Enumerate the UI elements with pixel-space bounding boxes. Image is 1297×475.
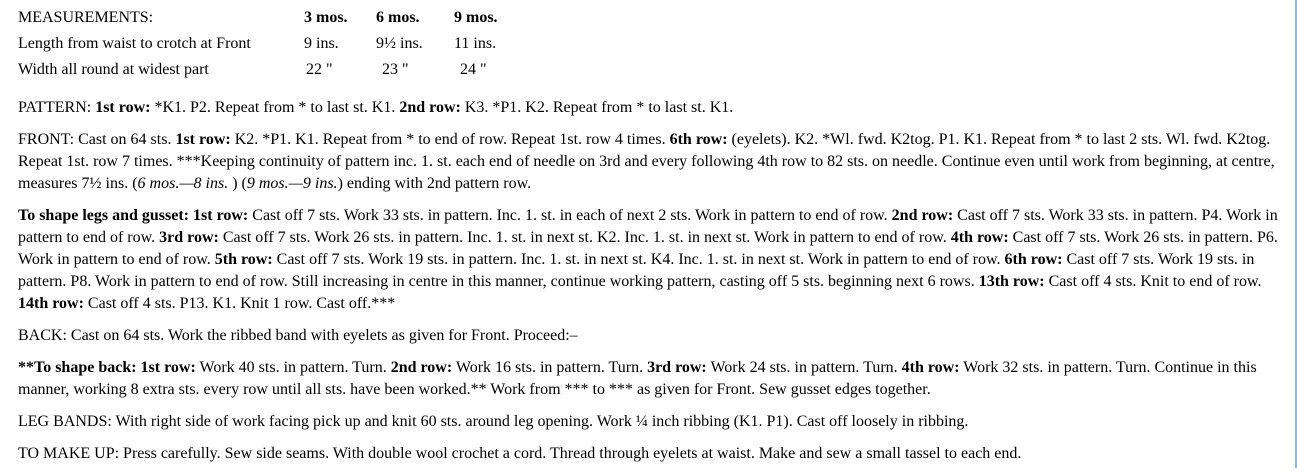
row-label: 13th row:: [978, 273, 1045, 290]
measurements-title: MEASUREMENTS:: [18, 9, 154, 26]
row-text: Work 16 sts. in pattern. Turn.: [452, 359, 648, 376]
cell-value: 24 ": [460, 61, 487, 78]
row-label: Width all round at widest part: [18, 61, 209, 78]
pattern-label: PATTERN:: [18, 99, 96, 116]
row-label: 1st row:: [95, 99, 151, 116]
pattern-paragraph: [18, 97, 1286, 119]
row-text: (eyelets). K2. *Wl. fwd. K2tog. P1. K1. Repeat from * to last 2 sts. Wl. fwd. K2tog. Repeat 1st. row 7 times. ***Keeping continuity of pattern inc. 1. st. each end of needle on 3rd and every following 4th row to 82 sts. on needle. Continue even until work from beginning, at centre, measures 7½ ins. (: [18, 131, 1275, 192]
row-text: ) ending with 2nd pattern row.: [337, 175, 532, 192]
table-row: [18, 31, 530, 57]
row-label: 3rd row:: [159, 229, 219, 246]
cell-value: 9½ ins.: [376, 35, 423, 52]
row-text: Cast off 7 sts. Work 19 sts. in pattern. P8. Work in pattern to end of row. Still increasing in centre in this manner, continue working pattern, casting off 5 sts. beginning next 6 rows.: [18, 251, 1255, 290]
size-header: 6 mos.: [376, 9, 420, 26]
shape-back-paragraph: [18, 357, 1286, 401]
row-text: Work 32 sts. in pattern. Turn. Continue in this manner, working 8 extra sts. every row until all sts. have been worked.** Work from *** to *** as given for Front. Sew gusset edges together.: [18, 359, 1257, 398]
leg-bands-paragraph: LEG BANDS: With right side of work facing pick up and knit 60 sts. around leg opening. Work ¼ inch ribbing (K1. P1). Cast off loosely in ribbing.: [18, 413, 969, 430]
row-label: 5th row:: [214, 251, 273, 268]
measurements-table: [18, 5, 530, 83]
row-text: K2. *P1. K1. Repeat from * to end of row. Repeat 1st. row 4 times.: [230, 131, 670, 148]
cell-value: 22 ": [306, 61, 333, 78]
front-label: FRONT: Cast on 64 sts.: [18, 131, 176, 148]
row-text: Cast off 4 sts. P13. K1. Knit 1 row. Cast off.***: [83, 295, 396, 312]
section-heading: **To shape back: 1st row:: [18, 359, 196, 376]
back-paragraph: BACK: Cast on 64 sts. Work the ribbed band with eyelets as given for Front. Proceed:–: [18, 327, 578, 344]
legs-paragraph: [18, 205, 1286, 315]
row-label: 1st row:: [175, 131, 231, 148]
row-label: Length from waist to crotch at Front: [18, 35, 251, 52]
row-text: Cast off 7 sts. Work 33 sts. in pattern. P4. Work in pattern to end of row.: [18, 207, 1278, 246]
row-text: *K1. P2. Repeat from * to last st. K1.: [150, 99, 400, 116]
measurements-header-row: [18, 5, 530, 31]
row-text: Work 24 sts. in pattern. Turn.: [706, 359, 902, 376]
row-text: Cast off 7 sts. Work 33 sts. in pattern. Inc. 1. st. in each of next 2 sts. Work in pattern to end of row.: [248, 207, 892, 224]
size-header: 3 mos.: [304, 9, 348, 26]
row-label: 6th row:: [1004, 251, 1063, 268]
row-text: Cast off 4 sts. Knit to end of row.: [1044, 273, 1262, 290]
table-row: [18, 57, 530, 83]
section-heading: To shape legs and gusset: 1st row:: [18, 207, 249, 224]
row-label: 2nd row:: [399, 99, 461, 116]
row-label: 2nd row:: [390, 359, 453, 376]
size-variant: 6 mos.—8 ins.: [137, 175, 229, 192]
row-label: 4th row:: [901, 359, 960, 376]
row-label: 14th row:: [18, 295, 84, 312]
cell-value: 23 ": [382, 61, 409, 78]
cell-value: 11 ins.: [454, 35, 497, 52]
row-label: 6th row:: [669, 131, 728, 148]
row-label: 2nd row:: [891, 207, 954, 224]
row-label: 3rd row:: [647, 359, 707, 376]
document-page: [18, 5, 1286, 475]
make-up-paragraph: TO MAKE UP: Press carefully. Sew side seams. With double wool crochet a cord. Thread through eyelets at waist. Make and sew a small tassel to each end.: [18, 445, 1022, 462]
row-text: ) (: [228, 175, 247, 192]
front-paragraph: [18, 129, 1286, 195]
size-variant: 9 mos.—9 ins.: [246, 175, 338, 192]
row-text: Cast off 7 sts. Work 26 sts. in pattern. Inc. 1. st. in next st. K2. Inc. 1. st. in next st. Work in pattern to end of row.: [218, 229, 951, 246]
row-text: Cast off 7 sts. Work 19 sts. in pattern. Inc. 1. st. in next st. K4. Inc. 1. st. in next st. Work in pattern to end of row.: [272, 251, 1005, 268]
row-label: 4th row:: [950, 229, 1009, 246]
row-text: Cast off 7 sts. Work 26 sts. in pattern. P6. Work in pattern to end of row.: [18, 229, 1278, 268]
cell-value: 9 ins.: [304, 35, 339, 52]
size-header: 9 mos.: [454, 9, 498, 26]
row-text: Work 40 sts. in pattern. Turn.: [195, 359, 391, 376]
row-text: K3. *P1. K2. Repeat from * to last st. K1.: [460, 99, 734, 116]
